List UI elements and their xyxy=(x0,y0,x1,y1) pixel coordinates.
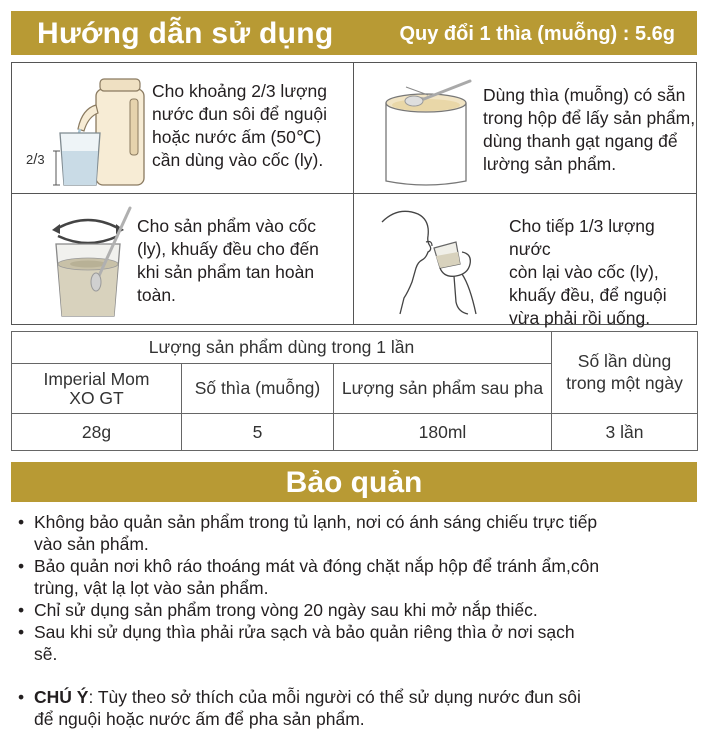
product-header: Imperial Mom XO GT xyxy=(12,364,182,414)
list-item: • Sau khi sử dụng thìa phải rửa sạch và bảo quản riêng thìa ở nơi sạch sẽ. xyxy=(18,622,575,664)
amount-cell: 180ml xyxy=(334,414,552,451)
storage-notes xyxy=(18,511,698,730)
product-weight-cell: 28g xyxy=(12,414,182,451)
times-cell: 3 lần xyxy=(552,414,698,451)
preparation-steps xyxy=(11,62,697,328)
step-4 xyxy=(354,194,696,328)
caution-label: CHÚ Ý xyxy=(34,687,89,707)
step-3-text: Cho sản phẩm vào cốc (ly), khuấy đều cho đến khi sản phẩm tan hoàn toàn. xyxy=(137,215,319,305)
stirring-glass-icon xyxy=(48,202,148,320)
amount-header: Lượng sản phẩm sau pha xyxy=(334,364,552,414)
storage-title: Bảo quản xyxy=(285,466,423,499)
scoop-conversion: Quy đổi 1 thìa (muỗng) : 5.6g xyxy=(399,23,675,45)
scoops-header: Số thìa (muỗng) xyxy=(182,364,334,414)
storage-header xyxy=(11,462,697,502)
step-3 xyxy=(12,194,354,325)
list-item: • Chỉ sử dụng sản phẩm trong vòng 20 ngày sau khi mở nắp thiếc. xyxy=(18,600,538,620)
step-1-text: Cho khoảng 2/3 lượng nước đun sôi để nguội hoặc nước ấm (50℃) cần dùng vào cốc (ly). xyxy=(152,81,327,170)
list-item: • Không bảo quản sản phẩm trong tủ lạnh, nơi có ánh sáng chiếu trực tiếp vào sản phẩm. xyxy=(18,512,598,554)
table-row xyxy=(12,414,698,451)
step-1 xyxy=(12,63,354,194)
kettle-and-glass-icon xyxy=(26,73,156,188)
instructions-title: Hướng dẫn sử dụng xyxy=(37,17,334,50)
usage-group-header: Lượng sản phẩm dùng trong 1 lần xyxy=(12,332,552,364)
usage-table xyxy=(11,331,698,451)
scoops-cell: 5 xyxy=(182,414,334,451)
caution-note: • CHÚ Ý: Tùy theo sở thích của mỗi người có thể sử dụng nước đun sôi để nguội hoặc nước ấm để pha sản phẩm. xyxy=(18,687,581,729)
instructions-header xyxy=(11,11,697,55)
person-drinking-icon xyxy=(378,202,488,317)
fraction-label: 2/3 xyxy=(26,151,45,168)
step-2 xyxy=(354,63,696,194)
scoop-and-can-icon xyxy=(380,73,480,188)
step-4-text: Cho tiếp 1/3 lượng nước còn lại vào cốc (ly), khuấy đều, để nguội vừa phải rồi uống. xyxy=(509,215,667,328)
step-2-text: Dùng thìa (muỗng) có sẵn trong hộp để lấy sản phẩm, dùng thanh gạt ngang để lường sản phẩm. xyxy=(483,85,696,174)
list-item: • Bảo quản nơi khô ráo thoáng mát và đóng chặt nắp hộp để tránh ẩm,côn trùng, vật lạ lọt vào sản phẩm. xyxy=(18,556,600,598)
times-per-day-header: Số lần dùng trong một ngày xyxy=(552,332,698,414)
